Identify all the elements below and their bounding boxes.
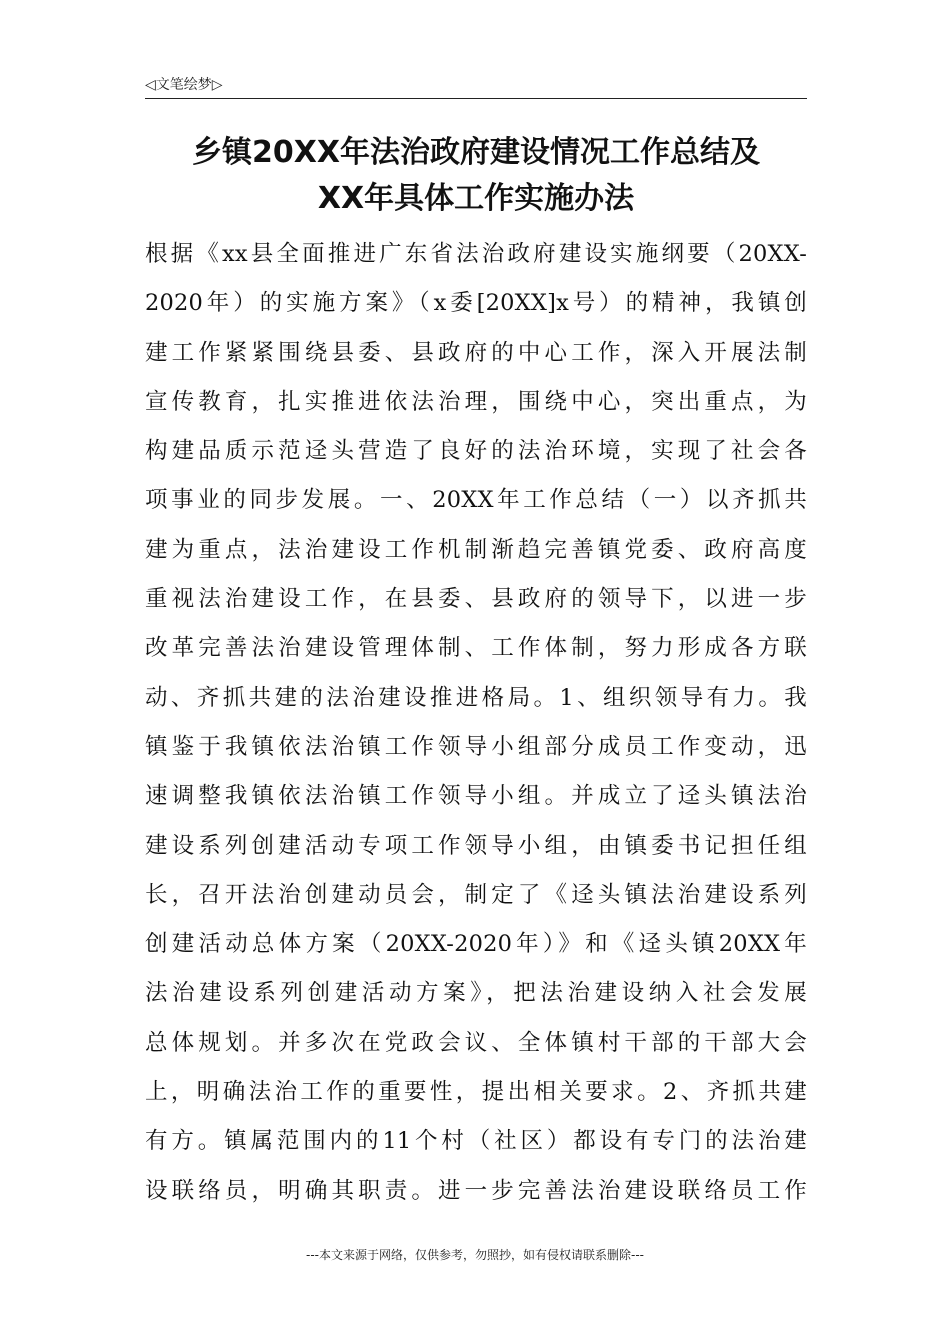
body-line: 镇鉴于我镇依法治镇工作领导小组部分成员工作变动，迅 [145, 733, 807, 760]
body-line: 项事业的同步发展。一、20XX年工作总结（一）以齐抓共 [145, 487, 807, 514]
body-line: 宣传教育，扎实推进依法治理，围绕中心，突出重点，为 [145, 388, 807, 415]
body-line: 建设系列创建活动专项工作领导小组，由镇委书记担任组 [145, 832, 807, 859]
body-line: 重视法治建设工作，在县委、县政府的领导下，以进一步 [145, 586, 807, 613]
document-title-line-1: 乡镇20XX年法治政府建设情况工作总结及 [191, 135, 760, 170]
body-line: 建为重点，法治建设工作机制渐趋完善镇党委、政府高度 [145, 536, 807, 563]
document-body [145, 230, 807, 1216]
body-line: 有方。镇属范围内的11个村（社区）都设有专门的法治建 [145, 1128, 807, 1155]
footer-disclaimer: ---本文来源于网络，仅供参考，勿照抄，如有侵权请联系删除--- [306, 1248, 644, 1262]
body-line: 上，明确法治工作的重要性，提出相关要求。2、齐抓共建 [145, 1079, 807, 1106]
body-line: 设联络员，明确其职责。进一步完善法治建设联络员工作 [145, 1177, 807, 1204]
body-line: 长，召开法治创建动员会，制定了《迳头镇法治建设系列 [145, 881, 807, 908]
body-line: 法治建设系列创建活动方案》，把法治建设纳入社会发展 [145, 980, 807, 1007]
header-brand-text: ◁文笔绘梦▷ [145, 77, 223, 93]
body-line: 创建活动总体方案（20XX-2020年）》和《迳头镇20XX年 [145, 931, 807, 958]
page-header [145, 70, 807, 99]
body-line: 改革完善法治建设管理体制、工作体制，努力形成各方联 [145, 635, 807, 662]
body-line: 建工作紧紧围绕县委、县政府的中心工作，深入开展法制 [145, 339, 807, 366]
body-line: 构建品质示范迳头营造了良好的法治环境，实现了社会各 [145, 438, 807, 465]
document-title [140, 130, 812, 222]
body-line: 根据《xx县全面推进广东省法治政府建设实施纲要（20XX- [145, 241, 807, 267]
body-line: 速调整我镇依法治镇工作领导小组。并成立了迳头镇法治 [145, 783, 807, 810]
body-line: 2020年）的实施方案》（x委[20XX]x号）的精神，我镇创 [145, 290, 807, 317]
body-line: 总体规划。并多次在党政会议、全体镇村干部的干部大会 [145, 1029, 807, 1056]
body-line: 动、齐抓共建的法治建设推进格局。1、组织领导有力。我 [145, 684, 807, 711]
document-title-line-2: XX年具体工作实施办法 [317, 181, 635, 216]
